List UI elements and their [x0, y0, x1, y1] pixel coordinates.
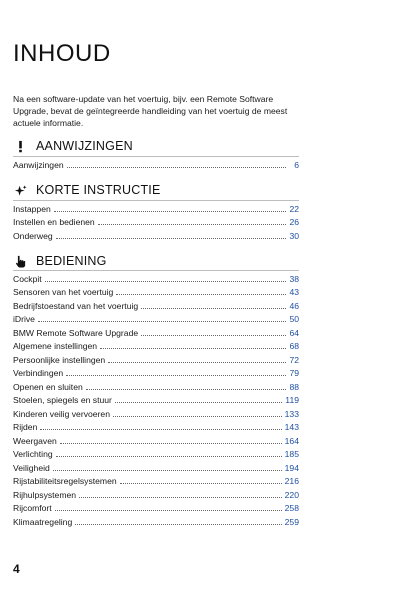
toc-entry-page[interactable]: 258: [284, 503, 299, 513]
dot-leader: [108, 362, 286, 363]
toc-entry[interactable]: [13, 285, 299, 299]
dot-leader: [100, 348, 286, 349]
toc-entry-page[interactable]: 6: [294, 159, 299, 170]
pointing-hand-icon: [13, 254, 27, 268]
toc-entry[interactable]: [13, 366, 299, 380]
toc-entry-label: Persoonlijke instellingen: [13, 354, 106, 365]
toc-entry-label: Veiligheid: [13, 462, 50, 473]
toc-entry-label: Cockpit: [13, 273, 42, 284]
toc-entry-page[interactable]: 88: [289, 381, 299, 392]
toc-entry-label: Stoelen, spiegels en stuur: [13, 395, 112, 405]
toc-entry-page[interactable]: 185: [284, 449, 299, 459]
toc-entry-label: Aanwijzingen: [13, 159, 64, 170]
star-sparkle-icon: [13, 183, 27, 197]
toc-entry-page[interactable]: 68: [289, 341, 299, 351]
toc-entry-page[interactable]: 26: [289, 217, 299, 227]
toc-entry[interactable]: [13, 393, 299, 407]
toc-entry[interactable]: [13, 487, 299, 501]
dot-leader: [98, 224, 286, 225]
toc-entry[interactable]: [13, 447, 299, 461]
toc-entry-page[interactable]: 64: [289, 327, 299, 338]
toc-entry-label: Openen en sluiten: [13, 381, 83, 392]
exclamation-icon: [13, 139, 27, 153]
toc-entry-page[interactable]: 46: [289, 300, 299, 311]
toc-entry-label: BMW Remote Software Upgrade: [13, 327, 139, 338]
toc-entry-label: Verbindingen: [13, 368, 64, 378]
toc-entry-page[interactable]: 30: [289, 230, 299, 241]
toc-entry[interactable]: [13, 379, 299, 393]
toc-entry[interactable]: [13, 312, 299, 326]
page-title: INHOUD: [13, 40, 111, 67]
page-number: 4: [13, 562, 20, 576]
toc-entry-page[interactable]: 143: [284, 422, 299, 432]
section-heading-aanwijzingen: [13, 139, 133, 153]
toc-entry-label: Bedrijfstoestand van het voertuig: [13, 300, 139, 311]
toc-entry-label: Rijcomfort: [13, 503, 52, 513]
dot-leader: [115, 402, 282, 403]
toc-entry-label: Rijden: [13, 422, 38, 432]
toc-entry-label: Klimaatregeling: [13, 516, 73, 527]
toc-entry-page[interactable]: 79: [289, 368, 299, 378]
toc-entry-label: Kinderen veilig vervoeren: [13, 408, 110, 419]
toc-entry[interactable]: [13, 298, 299, 312]
section-heading-label: BEDIENING: [36, 254, 107, 268]
section-heading-korte-instructie: [13, 183, 161, 197]
toc-list-aanwijzingen: [13, 157, 299, 171]
dot-leader: [75, 524, 281, 525]
toc-entry[interactable]: [13, 406, 299, 420]
dot-leader: [60, 443, 282, 444]
toc-entry-page[interactable]: 72: [289, 354, 299, 365]
toc-entry[interactable]: [13, 433, 299, 447]
dot-leader: [53, 470, 282, 471]
dot-leader: [120, 483, 282, 484]
dot-leader: [113, 416, 282, 417]
section-heading-bediening: [13, 254, 107, 268]
toc-entry-page[interactable]: 194: [284, 462, 299, 473]
toc-entry[interactable]: [13, 474, 299, 488]
toc-entry[interactable]: [13, 201, 299, 215]
dot-leader: [55, 510, 282, 511]
toc-entry[interactable]: [13, 514, 299, 528]
toc-entry-page[interactable]: 259: [284, 516, 299, 527]
toc-entry-label: Rijhulpsystemen: [13, 489, 77, 500]
toc-entry-page[interactable]: 220: [284, 489, 299, 500]
dot-leader: [66, 375, 286, 376]
toc-entry-page[interactable]: 38: [289, 273, 299, 284]
toc-entry-label: Onderweg: [13, 230, 53, 241]
toc-entry[interactable]: [13, 157, 299, 171]
toc-entry-page[interactable]: 119: [285, 395, 299, 405]
toc-entry-label: Instappen: [13, 203, 51, 214]
toc-entry-page[interactable]: 22: [289, 203, 299, 214]
dot-leader: [141, 335, 286, 336]
section-heading-label: AANWIJZINGEN: [36, 139, 133, 153]
dot-leader: [54, 211, 286, 212]
dot-leader: [40, 429, 281, 430]
toc-entry[interactable]: [13, 215, 299, 229]
dot-leader: [116, 294, 286, 295]
toc-entry-page[interactable]: 50: [289, 314, 299, 324]
toc-entry[interactable]: [13, 420, 299, 434]
toc-entry[interactable]: [13, 228, 299, 242]
toc-entry-label: Weergaven: [13, 435, 57, 446]
toc-entry-page[interactable]: 216: [284, 476, 299, 486]
toc-entry[interactable]: [13, 501, 299, 515]
dot-leader: [79, 497, 282, 498]
toc-entry-label: iDrive: [13, 314, 35, 324]
toc-entry-page[interactable]: 43: [289, 287, 299, 297]
intro-text: Na een software-update van het voertuig, bijv. een Remote Software Upgrade, bevat de geïntegreerde handleiding van het voertuig de meest actuele informatie.: [13, 94, 288, 128]
toc-entry-label: Verlichting: [13, 449, 53, 459]
toc-entry-page[interactable]: 133: [284, 408, 299, 419]
section-heading-label: KORTE INSTRUCTIE: [36, 183, 161, 197]
dot-leader: [67, 167, 286, 168]
dot-leader: [56, 238, 286, 239]
dot-leader: [45, 281, 286, 282]
toc-list-korte-instructie: [13, 201, 299, 242]
toc-entry[interactable]: [13, 460, 299, 474]
toc-entry[interactable]: [13, 339, 299, 353]
toc-entry-label: Sensoren van het voertuig: [13, 287, 114, 297]
toc-entry[interactable]: [13, 325, 299, 339]
toc-entry[interactable]: [13, 271, 299, 285]
dot-leader: [38, 321, 286, 322]
toc-entry-page[interactable]: 164: [284, 435, 299, 446]
dot-leader: [56, 456, 282, 457]
toc-entry-label: Algemene instellingen: [13, 341, 98, 351]
toc-entry-label: Instellen en bedienen: [13, 217, 95, 227]
toc-entry-label: Rijstabiliteitsregelsystemen: [13, 476, 117, 486]
dot-leader: [141, 308, 286, 309]
toc-list-bediening: [13, 271, 299, 528]
toc-entry[interactable]: [13, 352, 299, 366]
dot-leader: [86, 389, 286, 390]
